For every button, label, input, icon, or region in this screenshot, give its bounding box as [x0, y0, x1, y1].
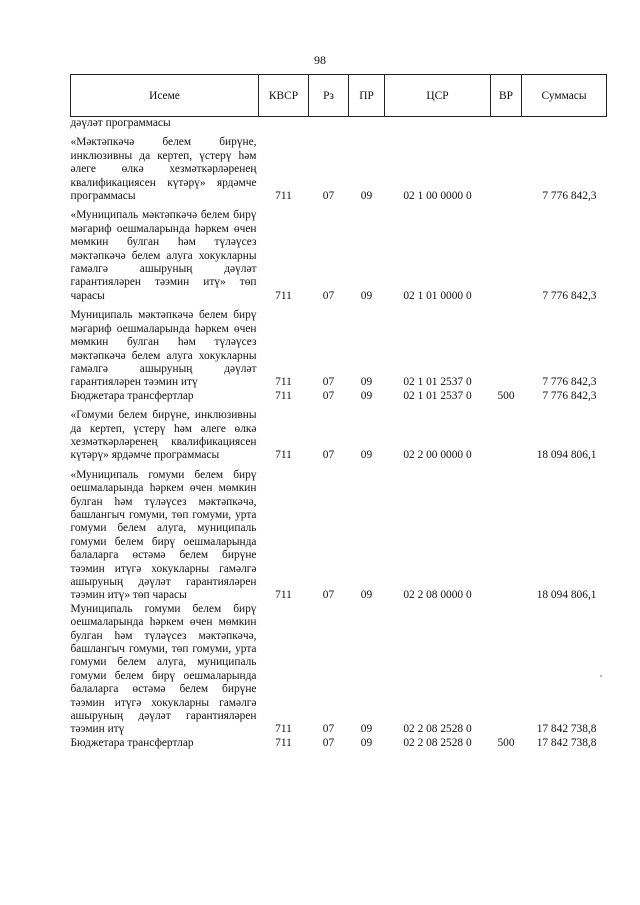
row-kvsr: 711 — [275, 736, 292, 749]
header-sum: Суммасы — [522, 75, 607, 117]
row-csr: 02 1 01 2537 0 — [403, 376, 472, 389]
row-rz: 07 — [322, 723, 335, 736]
row-pr: 09 — [360, 389, 373, 402]
row-rz: 07 — [322, 589, 335, 602]
row-csr — [385, 117, 491, 131]
row-vr — [491, 136, 522, 203]
row-sum: 17 842 738,8 — [536, 723, 597, 736]
row-rz: 07 — [322, 449, 335, 462]
row-vr — [491, 309, 522, 389]
row-csr: 02 2 08 0000 0 — [403, 589, 472, 602]
row-kvsr: 711 — [275, 190, 292, 203]
header-pr: ПР — [349, 75, 385, 117]
table-row — [71, 209, 607, 303]
row-sum: 17 842 738,8 — [536, 736, 597, 749]
row-kvsr: 711 — [275, 389, 292, 402]
scan-speck — [600, 675, 602, 677]
row-csr: 02 1 01 2537 0 — [403, 389, 472, 402]
header-rz: Рз — [309, 75, 349, 117]
row-vr — [491, 469, 522, 603]
row-sum: 7 776 842,3 — [542, 190, 597, 203]
header-kvsr: КВСР — [259, 75, 309, 117]
row-sum — [522, 117, 607, 131]
row-pr — [349, 117, 385, 131]
header-csr: ЦСР — [385, 75, 491, 117]
row-rz: 07 — [322, 736, 335, 749]
row-name: «Муниципаль гомуми белем бирү оешмаларында һәркем өчен мөмкин булган һәм түләүсез мәктәпкәчә, башлангыч гомуми, төп гомуми, урта гомуми белем алуга, муниципаль гомуми белем бирү оешмаларында балаларга өстәмә белем бирүне тәэмин итүгә хокукларны гамәлгә ашыруның дәүләт гарантияләрен тәэмин итү» төп чарасы — [70, 468, 257, 602]
table-row — [71, 117, 607, 131]
row-rz — [309, 117, 349, 131]
table-row — [71, 390, 607, 403]
row-pr: 09 — [360, 723, 373, 736]
row-sum: 7 776 842,3 — [542, 289, 597, 302]
row-sum: 7 776 842,3 — [542, 376, 597, 389]
row-csr: 02 1 00 0000 0 — [403, 190, 472, 203]
row-vr — [491, 117, 522, 131]
row-sum: 18 094 806,1 — [536, 449, 597, 462]
row-name: Бюджетара трансфертлар — [70, 736, 194, 749]
row-vr: 500 — [497, 736, 515, 749]
page-number: 98 — [314, 53, 326, 67]
row-name: Бюджетара трансфертлар — [70, 389, 194, 402]
row-kvsr: 711 — [275, 289, 292, 302]
row-csr: 02 1 01 0000 0 — [403, 289, 472, 302]
table-row — [71, 603, 607, 737]
row-pr: 09 — [360, 589, 373, 602]
row-sum: 18 094 806,1 — [536, 589, 597, 602]
row-rz: 07 — [322, 289, 335, 302]
row-csr: 02 2 08 2528 0 — [403, 736, 472, 749]
row-name: «Муниципаль мәктәпкәчә белем бирү мәгариф оешмаларында һәркем өчен мөмкин булган һәм түләүсез мәктәпкәчә белем алуга хокукларны гамәлгә ашыруның дәүләт гарантияләрен тәэмин итү» төп чарасы — [70, 209, 257, 302]
table-header-row — [71, 75, 607, 117]
row-name: «Мәктәпкәчә белем бирүне, инклюзивны да кертеп, үстерү һәм әлеге өлкә хезмәткәрләренең квалификациясен күтәрү» ярдәмче программасы — [70, 136, 257, 203]
row-kvsr — [259, 117, 309, 131]
table-row — [71, 409, 607, 463]
row-kvsr: 711 — [275, 376, 292, 389]
row-csr: 02 2 08 2528 0 — [403, 723, 472, 736]
row-kvsr: 711 — [275, 723, 292, 736]
row-rz: 07 — [322, 190, 335, 203]
header-vr: ВР — [491, 75, 522, 117]
table-row — [71, 136, 607, 203]
row-name: дәүләт программасы — [70, 117, 171, 129]
row-vr: 500 — [497, 389, 515, 402]
row-rz: 07 — [322, 376, 335, 389]
row-name: «Гомуми белем бирүне, инклюзивны да кертеп, үстерү һәм әлеге өлкә хезмәткәрләренең квалификациясен күтәрү» ярдәмче программасы — [70, 409, 257, 462]
row-vr — [491, 603, 522, 737]
row-pr: 09 — [360, 449, 373, 462]
table-row — [71, 469, 607, 603]
row-rz: 07 — [322, 389, 335, 402]
row-vr — [491, 209, 522, 303]
table-row — [71, 737, 607, 750]
row-kvsr: 711 — [275, 589, 292, 602]
row-pr: 09 — [360, 190, 373, 203]
row-pr: 09 — [360, 736, 373, 749]
row-vr — [491, 409, 522, 463]
row-kvsr: 711 — [275, 449, 292, 462]
row-csr: 02 2 00 0000 0 — [403, 449, 472, 462]
row-pr: 09 — [360, 376, 373, 389]
row-name: Муниципаль мәктәпкәчә белем бирү мәгариф оешмаларында һәркем өчен мөмкин булган һәм түләүсез мәктәпкәчә белем алуга хокукларны гамәлгә ашыруның дәүләт гарантияләрен тәэмин итү — [70, 309, 257, 389]
header-name: Исеме — [71, 75, 259, 117]
row-name: Муниципаль гомуми белем бирү оешмаларында һәркем өчен мөмкин булган һәм түләүсез мәктәпкәчә, башлангыч гомуми, төп гомуми, урта гомуми белем алуга, муниципаль гомуми белем бирү оешмаларында балаларга өстәмә белем бирүне тәэмин итүгә хокукларны гамәлгә ашыруның дәүләт гарантияләрен тәэмин итү — [70, 602, 257, 736]
row-pr: 09 — [360, 289, 373, 302]
table-row — [71, 309, 607, 389]
budget-table — [70, 74, 607, 750]
row-sum: 7 776 842,3 — [542, 389, 597, 402]
